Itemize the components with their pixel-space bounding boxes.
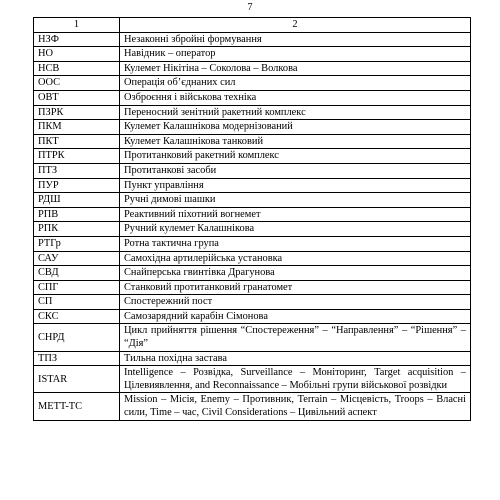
- table-row: [34, 178, 471, 193]
- abbreviations-table-body: [34, 18, 471, 421]
- definition-cell: Спостережний пост: [120, 295, 471, 310]
- abbreviation-cell: СКС: [34, 309, 120, 324]
- abbreviation-cell: СПГ: [34, 280, 120, 295]
- abbreviation-cell: METT-TC: [34, 393, 120, 420]
- table-row: [34, 163, 471, 178]
- definition-cell: Станковий протитанковий гранатомет: [120, 280, 471, 295]
- definition-cell: Озброєння і військова техніка: [120, 90, 471, 105]
- definition-cell: Самохідна артилерійська установка: [120, 251, 471, 266]
- abbreviation-cell: ISTAR: [34, 366, 120, 393]
- table-row: [34, 351, 471, 366]
- abbreviation-cell: СП: [34, 295, 120, 310]
- abbreviation-cell: ПКТ: [34, 134, 120, 149]
- abbreviation-cell: ПТЗ: [34, 163, 120, 178]
- definition-cell: Операція об’єднаних сил: [120, 76, 471, 91]
- definition-cell: Ручні димові шашки: [120, 193, 471, 208]
- abbreviation-cell: ПУР: [34, 178, 120, 193]
- abbreviation-cell: ПКМ: [34, 120, 120, 135]
- definition-cell: Реактивний піхотний вогнемет: [120, 207, 471, 222]
- abbreviation-cell: ООС: [34, 76, 120, 91]
- definition-cell: Цикл прийняття рішення “Спостереження” – “Направлення” – “Рішення” – “Дія”: [120, 324, 471, 351]
- abbreviations-table: [33, 17, 471, 421]
- definition-cell: Незаконні збройні формування: [120, 32, 471, 47]
- definition-cell: Кулемет Калашнікова танковий: [120, 134, 471, 149]
- table-row: [34, 207, 471, 222]
- table-row: [34, 222, 471, 237]
- definition-cell: Ручний кулемет Калашнікова: [120, 222, 471, 237]
- table-row: [34, 61, 471, 76]
- abbreviation-cell: ПЗРК: [34, 105, 120, 120]
- abbreviation-cell: СНРД: [34, 324, 120, 351]
- table-row: [34, 236, 471, 251]
- table-row: [34, 32, 471, 47]
- abbreviation-cell: РПВ: [34, 207, 120, 222]
- abbreviation-cell: НСВ: [34, 61, 120, 76]
- abbreviation-cell: ПТРК: [34, 149, 120, 164]
- table-row: [34, 134, 471, 149]
- abbreviation-cell: САУ: [34, 251, 120, 266]
- table-row: [34, 120, 471, 135]
- definition-cell: Кулемет Калашнікова модернізований: [120, 120, 471, 135]
- definition-cell: Intelligence – Розвідка, Surveillance – Моніторинг, Target acquisition – Цілевиявлення, and Reconnaissance – Мобільні групи військової розвідки: [120, 366, 471, 393]
- table-row: [34, 366, 471, 393]
- table-row: [34, 193, 471, 208]
- definition-cell: Mission – Місія, Enemy – Противник, Terrain – Місцевість, Troops – Власні сили, Time – час, Civil Considerations – Цивільний аспект: [120, 393, 471, 420]
- table-row: [34, 76, 471, 91]
- definition-cell: Переносний зенітний ракетний комплекс: [120, 105, 471, 120]
- abbreviation-cell: НО: [34, 47, 120, 62]
- table-row: [34, 149, 471, 164]
- definition-cell: Навідник – оператор: [120, 47, 471, 62]
- definition-cell: Протитанковий ракетний комплекс: [120, 149, 471, 164]
- table-row: [34, 393, 471, 420]
- table-row: [34, 251, 471, 266]
- definition-cell: Кулемет Нікітіна – Соколова – Волкова: [120, 61, 471, 76]
- definition-cell: Самозарядний карабін Сімонова: [120, 309, 471, 324]
- table-row: [34, 295, 471, 310]
- table-header-row: [34, 18, 471, 33]
- table-row: [34, 105, 471, 120]
- definition-cell: Снайперська гвинтівка Драгунова: [120, 266, 471, 281]
- definition-cell: Ротна тактична група: [120, 236, 471, 251]
- page-number: 7: [247, 2, 253, 13]
- column-header-2: 2: [120, 18, 471, 33]
- column-header-1: 1: [34, 18, 120, 33]
- abbreviation-cell: РДШ: [34, 193, 120, 208]
- table-row: [34, 266, 471, 281]
- table-row: [34, 47, 471, 62]
- table-row: [34, 309, 471, 324]
- abbreviation-cell: НЗФ: [34, 32, 120, 47]
- definition-cell: Пункт управління: [120, 178, 471, 193]
- definition-cell: Протитанкові засоби: [120, 163, 471, 178]
- abbreviation-cell: СВД: [34, 266, 120, 281]
- abbreviation-cell: РТГр: [34, 236, 120, 251]
- abbreviation-cell: ТПЗ: [34, 351, 120, 366]
- table-row: [34, 280, 471, 295]
- table-row: [34, 324, 471, 351]
- abbreviation-cell: РПК: [34, 222, 120, 237]
- definition-cell: Тильна похідна застава: [120, 351, 471, 366]
- abbreviation-cell: ОВТ: [34, 90, 120, 105]
- table-row: [34, 90, 471, 105]
